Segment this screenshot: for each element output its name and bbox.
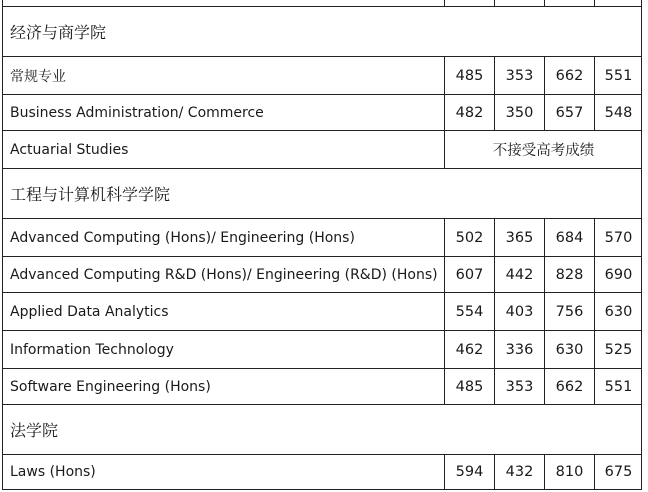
score-cell: 551 (594, 57, 642, 94)
section-header (2, 6, 642, 56)
table-row (2, 368, 642, 404)
score-cell: 442 (494, 257, 544, 292)
program-name: Laws (Hons) (10, 464, 96, 480)
score-cell: 365 (494, 219, 544, 256)
section-header (2, 404, 642, 454)
score-cell: 353 (494, 369, 544, 404)
score-cell: 482 (444, 95, 494, 130)
program-name: Actuarial Studies (10, 141, 129, 158)
score-cell: 675 (594, 455, 642, 489)
table-row (2, 218, 642, 256)
score-cell: 607 (444, 257, 494, 292)
score-cell: 662 (544, 57, 594, 94)
score-cell: 336 (494, 331, 544, 368)
program-name: Applied Data Analytics (10, 303, 169, 320)
program-name: Business Administration/ Commerce (10, 104, 264, 121)
program-name: Advanced Computing (Hons)/ Engineering (Hons) (10, 229, 355, 246)
note-cell: 不接受高考成绩 (444, 131, 642, 168)
section-title: 工程与计算机科学学院 (10, 185, 171, 204)
score-cell: 353 (494, 57, 544, 94)
score-cell: 432 (494, 455, 544, 489)
score-cell: 525 (594, 331, 642, 368)
score-cell: 657 (544, 95, 594, 130)
score-cell: 350 (494, 95, 544, 130)
score-cell: 462 (444, 331, 494, 368)
table-row (2, 330, 642, 368)
score-cell: 548 (594, 95, 642, 130)
score-cell: 756 (544, 293, 594, 330)
score-cell: 570 (594, 219, 642, 256)
score-cell: 551 (594, 369, 642, 404)
score-cell: 662 (544, 369, 594, 404)
score-cell: 594 (444, 455, 494, 489)
score-table (2, 0, 642, 492)
score-cell: 403 (494, 293, 544, 330)
table-row (2, 256, 642, 292)
score-cell: 630 (544, 331, 594, 368)
table-row (2, 292, 642, 330)
program-name: Information Technology (10, 341, 174, 358)
score-cell: 554 (444, 293, 494, 330)
score-cell: 810 (544, 455, 594, 489)
section-title: 经济与商学院 (10, 23, 107, 42)
score-cell: 684 (544, 219, 594, 256)
program-name: 常规专业 (10, 68, 66, 85)
score-cell: 485 (444, 57, 494, 94)
score-cell: 630 (594, 293, 642, 330)
score-cell: 828 (544, 257, 594, 292)
score-cell: 502 (444, 219, 494, 256)
score-cell: 690 (594, 257, 642, 292)
table-row (2, 94, 642, 130)
program-name: Advanced Computing R&D (Hons)/ Engineering (R&D) (Hons) (10, 266, 438, 283)
table-row (2, 454, 642, 490)
section-header (2, 168, 642, 218)
table-row (2, 56, 642, 94)
section-title: 法学院 (10, 421, 59, 440)
score-cell: 485 (444, 369, 494, 404)
table-row (2, 130, 642, 168)
program-name: Software Engineering (Hons) (10, 378, 211, 395)
